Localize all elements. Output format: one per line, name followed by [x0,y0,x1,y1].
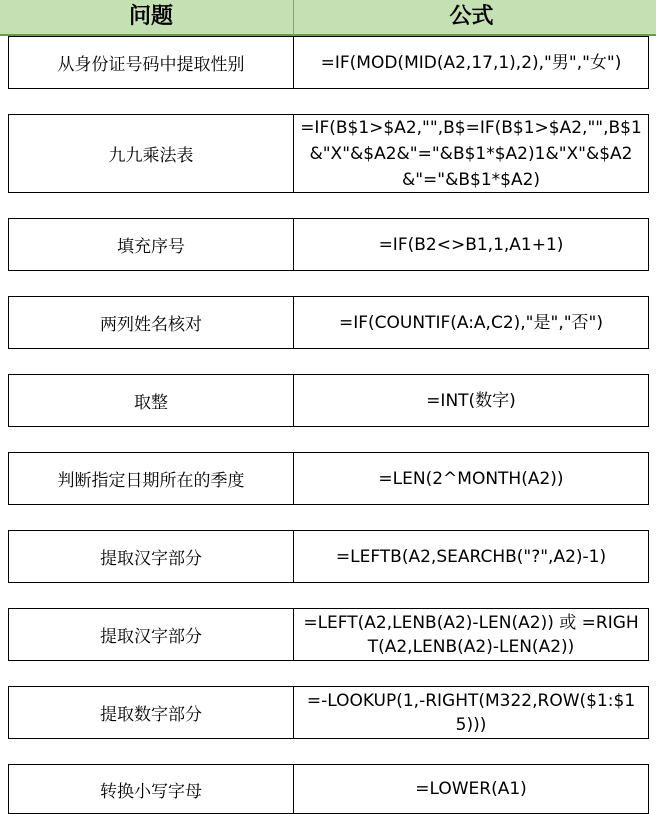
formula-cell: =LEFTB(A2,SEARCHB("?",A2)-1) [335,546,607,567]
problem-cell: 填充序号 [9,219,294,270]
problem-cell: 两列姓名核对 [9,297,294,348]
problem-cell: 从身份证号码中提取性别 [9,37,294,88]
formula-cell: =LEN(2^MONTH(A2)) [378,468,564,489]
table-row [8,374,649,427]
table-row [8,218,649,271]
table-row [8,452,649,505]
formula-cell: =INT(数字) [426,390,516,411]
problem-cell: 九九乘法表 [9,115,294,192]
formula-cell: =IF(B$1>$A2,"",B$=IF(B$1>$A2,"",B$1&"X"&$A2&"="&B$1*$A2)1&"X"&$A2&"="&B$1*$A2) [300,117,642,190]
problem-cell: 提取汉字部分 [9,609,294,660]
formula-cell: =IF(B2<>B1,1,A1+1) [378,234,564,255]
table-row [8,608,649,661]
table-row [8,36,649,89]
table-row [8,764,649,814]
table-row [8,530,649,583]
header-formula: 公式 [449,4,494,29]
formula-cell: =-LOOKUP(1,-RIGHT(M322,ROW($1:$15))) [306,690,636,735]
problem-cell: 取整 [9,375,294,426]
header-problem: 问题 [128,4,173,29]
formula-cell: =LOWER(A1) [415,779,527,799]
table-header [0,0,656,36]
problem-cell: 提取汉字部分 [9,531,294,582]
problem-cell: 提取数字部分 [9,687,294,738]
problem-cell: 判断指定日期所在的季度 [9,453,294,504]
formula-cell: =IF(MOD(MID(A2,17,1),2),"男","女") [320,52,622,73]
table-row [8,686,649,739]
table-row [8,114,649,193]
table-row [8,296,649,349]
formula-cell: =IF(COUNTIF(A:A,C2),"是","否") [338,312,603,333]
problem-cell: 转换小写字母 [9,765,294,813]
formula-cell: =LEFT(A2,LENB(A2)-LEN(A2)) 或 =RIGHT(A2,LENB(A2)-LEN(A2)) [303,612,639,657]
